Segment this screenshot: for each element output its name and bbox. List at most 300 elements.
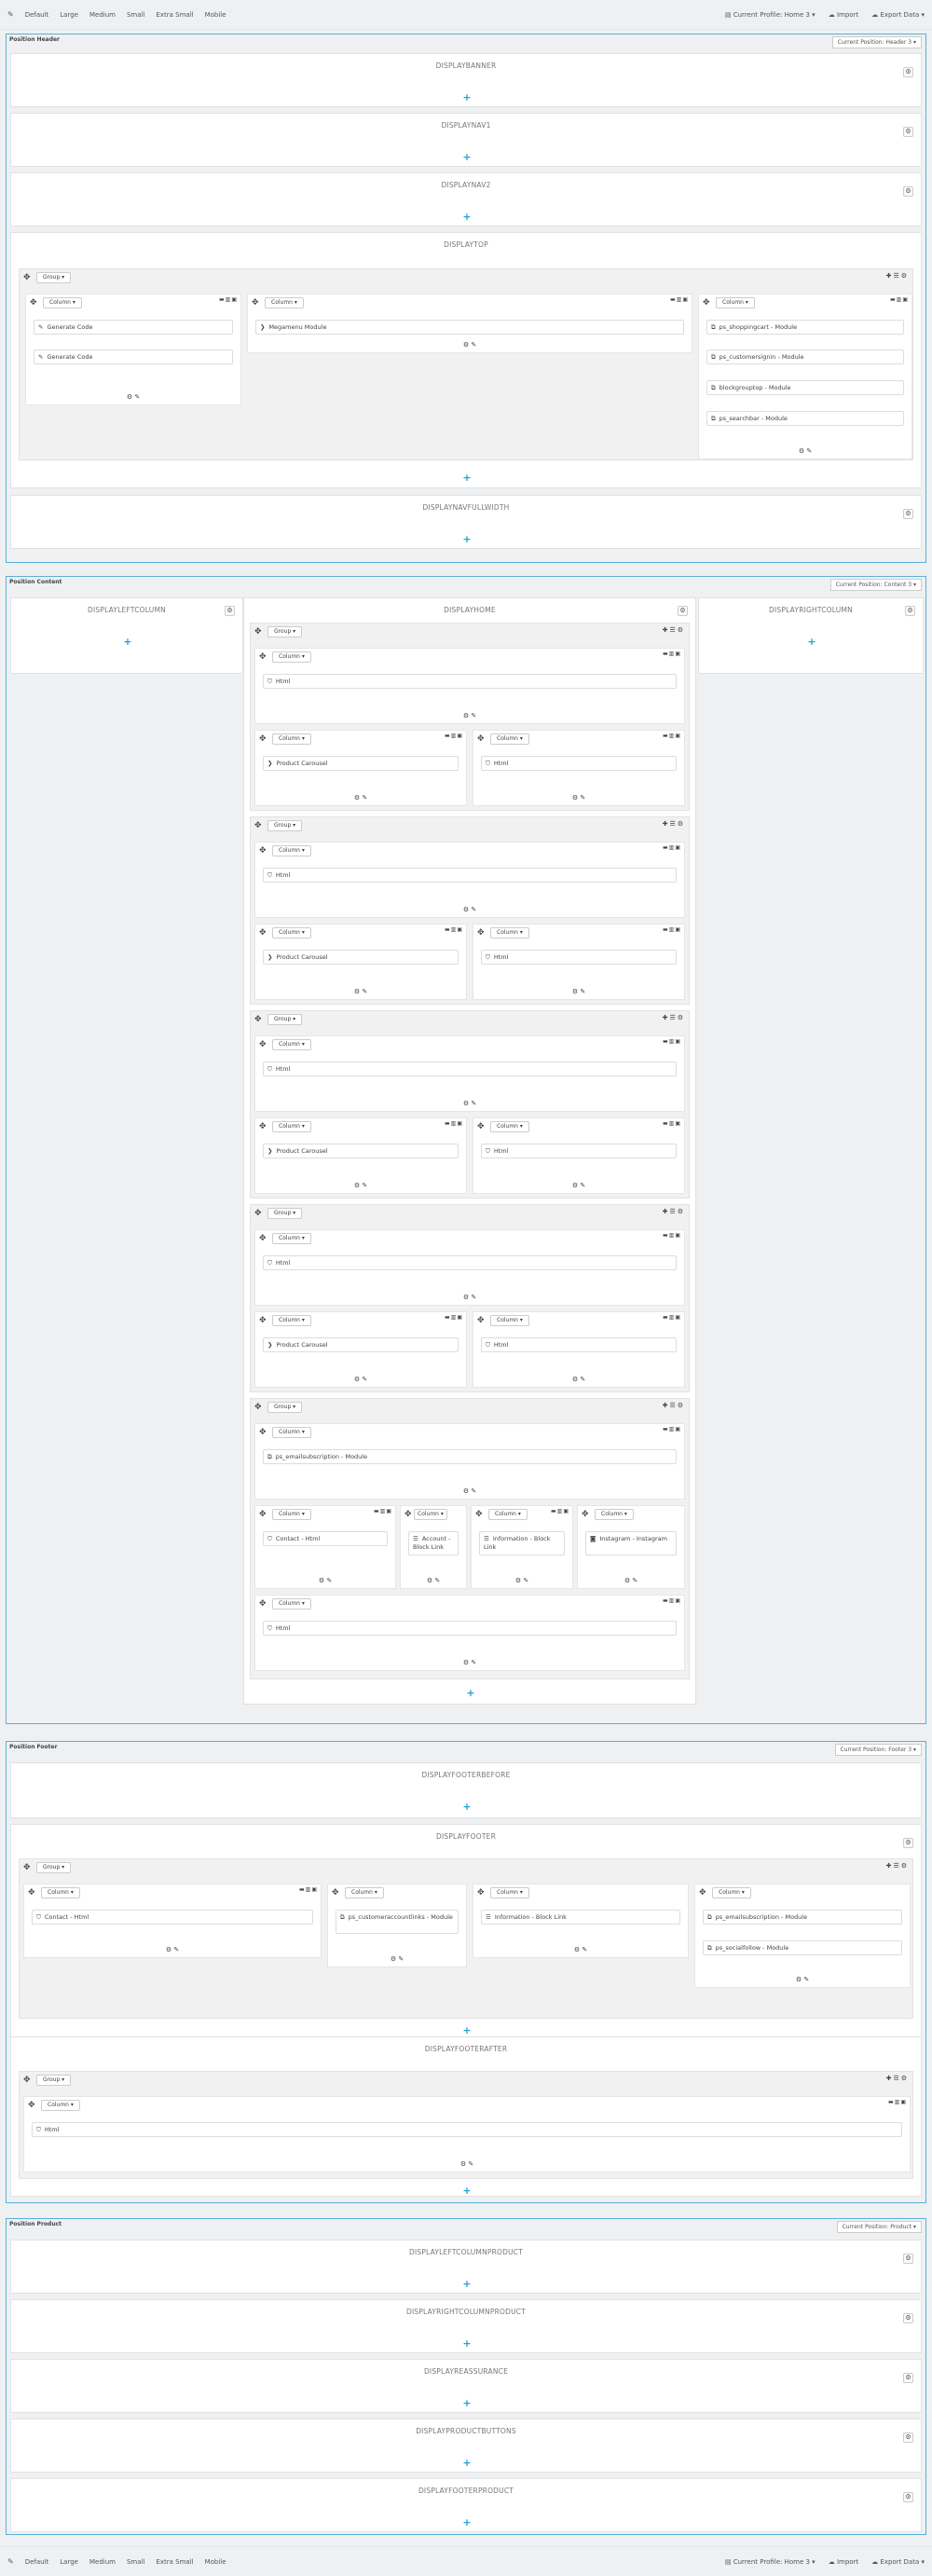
column-button[interactable]: Column ▾ [490,927,529,939]
move-icon[interactable]: ✥ [332,1888,339,1898]
plus-icon[interactable]: + [462,533,472,545]
move-icon[interactable]: ✥ [23,1863,31,1872]
move-icon[interactable]: ✥ [699,1888,706,1898]
column-button[interactable]: Column ▾ [712,1887,751,1898]
import-button[interactable]: ☁ Import [828,10,859,19]
module-html[interactable]: ⛉ Html [481,950,677,965]
move-icon[interactable]: ✥ [259,1122,267,1131]
column-tools[interactable]: ⚙ ✎ [571,1182,586,1189]
plus-icon[interactable]: + [462,211,472,223]
module-icon: ⧉ [707,1913,712,1921]
column-tools[interactable]: ⚙ ✎ [462,906,477,913]
column [698,294,912,459]
html5-icon: ⛉ [267,1259,272,1267]
plus-icon[interactable]: + [462,2397,472,2409]
gear-icon[interactable]: ⚙ [225,606,235,616]
column [254,1595,685,1671]
move-icon[interactable]: ✥ [259,1428,267,1437]
group-actions[interactable]: ✚☰⚙ [662,1014,685,1021]
hook-title: DISPLAYTOP [444,240,488,249]
device-medium[interactable]: Medium [89,10,116,19]
gear-icon[interactable]: ⚙ [903,509,913,519]
group-actions[interactable]: ✚☰⚙ [885,2075,909,2082]
column [473,1311,685,1388]
column-button[interactable]: Column ▾ [490,1121,529,1132]
hook-displaynav1 [10,113,922,167]
list-icon: ☰ [486,1913,491,1921]
hook-displayrightcolumn [698,597,924,674]
column-tools[interactable]: ⚙ ✎ [798,447,813,455]
column-button[interactable]: Column ▾ [272,733,311,745]
module-product-carousel[interactable]: ❯ Product Carousel [263,1337,459,1352]
move-icon[interactable]: ✥ [252,298,259,308]
column-tools[interactable]: ⚙ ✎ [462,1659,477,1666]
profile-dropdown[interactable]: ▤ Current Profile: Home 3 ▾ [724,10,816,19]
column-button[interactable]: Column ▾ [272,927,311,939]
instagram-icon: ◙ [590,1535,596,1542]
module-html[interactable]: ⛉ Html [263,1621,677,1636]
section-title: Position Header [9,36,61,43]
file-icon: ▤ [724,10,733,19]
hook-displayleftcolumnproduct [10,2240,922,2294]
column-tools[interactable]: ⚙ ✎ [318,1577,333,1584]
group-button[interactable]: Group ▾ [36,1862,71,1873]
column-tools[interactable]: ⚙ ✎ [353,1376,368,1383]
column-tools[interactable]: ⚙ ✎ [571,1376,586,1383]
column-button[interactable]: Column ▾ [272,1121,311,1132]
current-position-dropdown[interactable]: Current Position: Content 3 ▾ [830,579,922,591]
plus-icon[interactable]: + [462,472,472,484]
position-content [6,576,926,1724]
device-extra-small[interactable]: Extra Small [156,2557,194,2566]
device-default[interactable]: Default [24,2557,49,2566]
hook-title: DISPLAYRIGHTCOLUMNPRODUCT [405,2308,526,2316]
column-button[interactable]: Column ▾ [716,297,755,308]
module-ps-searchbar[interactable]: ⧉ ps_searchbar - Module [706,411,904,426]
html5-icon: ⛉ [486,1147,490,1155]
move-icon[interactable]: ✥ [28,1888,35,1898]
column-button[interactable]: Column ▾ [595,1509,634,1520]
module-information-block-link[interactable]: ☰ Information - Block Link [481,1910,680,1925]
column-tools[interactable]: ⚙ ✎ [459,2160,474,2168]
module-html[interactable]: ⛉ Html [32,2122,902,2137]
gear-icon[interactable]: ⚙ [903,2254,913,2264]
device-extra-small[interactable]: Extra Small [156,10,194,19]
module-generate-code[interactable]: ✎ Generate Code [34,320,233,335]
group-actions[interactable]: ✚☰⚙ [662,1208,685,1215]
move-icon[interactable]: ✥ [582,1510,589,1519]
group-button[interactable]: Group ▾ [267,1014,302,1025]
move-icon[interactable]: ✥ [259,1510,267,1519]
html5-icon: ⛉ [267,871,272,879]
group-button[interactable]: Group ▾ [267,1402,302,1413]
module-html[interactable]: ⛉ Html [481,756,677,771]
group-actions[interactable]: ✚☰⚙ [885,272,909,280]
hook-title: DISPLAYLEFTCOLUMNPRODUCT [408,2248,524,2256]
column-tools[interactable]: ⚙ ✎ [462,341,477,349]
column-tools[interactable]: ⚙ ✎ [426,1577,441,1584]
move-icon[interactable]: ✥ [254,821,262,830]
top-toolbar [0,0,932,30]
plus-icon[interactable]: + [462,2024,472,2036]
column-actions[interactable]: ▬▥▣ [669,296,689,303]
hook-displayfooterproduct [10,2478,922,2532]
profile-dropdown[interactable]: ▤ Current Profile: Home 3 ▾ [724,2557,816,2566]
module-icon: ⧉ [711,353,716,361]
group [250,1204,690,1392]
column-tools[interactable]: ⚙ ✎ [353,988,368,995]
column-actions[interactable]: ▬▥▣ [662,1120,681,1127]
plus-icon[interactable]: + [462,151,472,163]
group-button[interactable]: Group ▾ [267,820,302,831]
module-account-block-link[interactable]: ☰ Account - Block Link [408,1531,459,1555]
column [247,294,692,353]
column-button[interactable]: Column ▾ [272,1315,311,1326]
column-tools[interactable]: ⚙ ✎ [126,393,141,401]
gear-icon[interactable]: ⚙ [903,127,913,137]
html5-icon: ⛉ [267,1065,272,1073]
move-icon[interactable]: ✥ [254,1015,262,1024]
column [471,1505,573,1589]
gear-icon[interactable]: ⚙ [903,2432,913,2443]
group [250,1398,690,1679]
column-button[interactable]: Column ▾ [272,651,311,663]
hook-displaytop [10,232,922,488]
bottom-toolbar [0,2546,932,2576]
current-position-dropdown[interactable]: Current Position: Header 3 ▾ [832,36,922,48]
plus-icon[interactable]: + [462,2278,472,2290]
column-actions[interactable]: ▬▥▣ [662,1597,681,1604]
group-actions[interactable]: ✚☰⚙ [662,1402,685,1409]
edit-icon: ✎ [38,323,44,331]
current-position-dropdown[interactable]: Current Position: Product ▾ [837,2221,922,2233]
gear-icon[interactable]: ⚙ [905,606,915,616]
column-button[interactable]: Column ▾ [414,1509,447,1520]
module-ps-emailsubscription[interactable]: ⧉ ps_emailsubscription - Module [703,1910,902,1925]
module-html[interactable]: ⛉ Html [263,1255,677,1270]
column-tools[interactable]: ⚙ ✎ [514,1577,529,1584]
module-ps-socialfollow[interactable]: ⧉ ps_socialfollow - Module [703,1940,902,1955]
column [23,1884,322,1958]
gear-icon[interactable]: ⚙ [903,67,913,77]
plus-icon[interactable]: + [462,2457,472,2469]
column-tools[interactable]: ⚙ ✎ [573,1946,588,1953]
column-actions[interactable]: ▬▥▣ [550,1508,569,1514]
group-actions[interactable]: ✚☰⚙ [662,626,685,634]
module-megamenu[interactable]: ❯ Megamenu Module [255,320,684,335]
column-button[interactable]: Column ▾ [490,1315,529,1326]
device-small[interactable]: Small [126,10,145,19]
module-ps-emailsubscription[interactable]: ⧉ ps_emailsubscription - Module [263,1449,677,1464]
hook-title: DISPLAYRIGHTCOLUMN [769,606,853,614]
column [254,730,467,806]
hook-title: DISPLAYNAVFULLWIDTH [422,503,510,512]
module-generate-code[interactable]: ✎ Generate Code [34,349,233,364]
move-icon[interactable]: ✥ [259,1040,267,1049]
move-icon[interactable]: ✥ [23,273,31,282]
column-tools[interactable]: ⚙ ✎ [462,1487,477,1495]
hook-title: DISPLAYPRODUCTBUTTONS [416,2427,516,2435]
export-button[interactable]: ☁ Export Data ▾ [871,10,925,19]
move-icon[interactable]: ✥ [477,734,485,744]
hook-displayfooterbefore [10,1762,922,1818]
column-tools[interactable]: ⚙ ✎ [462,1100,477,1107]
move-icon[interactable]: ✥ [475,1510,483,1519]
column [577,1505,685,1589]
move-icon[interactable]: ✥ [259,652,267,662]
module-icon: ⧉ [711,384,716,391]
cloud-icon: ☁ [828,10,837,19]
hook-title: DISPLAYREASSURANCE [423,2367,509,2376]
hook-title: DISPLAYNAV1 [441,121,491,130]
column-tools[interactable]: ⚙ ✎ [353,794,368,802]
module-ps-shoppingcart[interactable]: ⧉ ps_shoppingcart - Module [706,320,904,335]
column-button[interactable]: Column ▾ [272,1509,311,1520]
column [254,1311,467,1388]
plus-icon[interactable]: + [466,1687,475,1699]
column-actions[interactable]: ▬▥▣ [662,1038,681,1045]
module-product-carousel[interactable]: ❯ Product Carousel [263,756,459,771]
module-icon: ⧉ [707,1944,712,1952]
gear-icon[interactable]: ⚙ [903,2492,913,2502]
chevron-right-icon: ❯ [267,1341,273,1349]
module-icon: ⧉ [711,415,716,422]
move-icon[interactable]: ✥ [254,1403,262,1412]
column-button[interactable]: Column ▾ [265,297,304,308]
column-actions[interactable]: ▬▥▣ [662,844,681,851]
chevron-right-icon: ❯ [260,323,266,331]
column-actions[interactable]: ▬▥▣ [444,1120,463,1127]
column-actions[interactable]: ▬▥▣ [662,733,681,739]
hook-displayproductbuttons [10,2418,922,2473]
hook-displaybanner [10,53,922,107]
module-icon: ⧉ [267,1453,272,1460]
cloud-icon: ☁ [828,2557,837,2566]
move-icon[interactable]: ✥ [254,627,262,637]
hook-title: DISPLAYNAV2 [441,181,491,189]
column-button[interactable]: Column ▾ [490,733,529,745]
device-medium[interactable]: Medium [89,2557,116,2566]
column-button[interactable]: Column ▾ [272,1233,311,1244]
move-icon[interactable]: ✥ [259,1599,267,1609]
module-contact-html[interactable]: ⛉ Contact - Html [32,1910,313,1925]
chevron-right-icon: ❯ [267,1147,273,1155]
hook-title: DISPLAYBANNER [435,62,497,70]
html5-icon: ⛉ [36,2126,41,2133]
hook-title: DISPLAYLEFTCOLUMN [88,606,166,614]
hook-title: DISPLAYFOOTERPRODUCT [418,2487,514,2495]
import-button[interactable]: ☁ Import [828,2557,859,2566]
wrench-icon[interactable]: ✎ [7,2557,14,2566]
column [254,1423,685,1500]
hook-displayreassurance [10,2359,922,2413]
module-instagram[interactable]: ◙ Instagram - Instagram [585,1531,677,1555]
chevron-right-icon: ❯ [267,760,273,767]
group [250,816,690,1005]
html5-icon: ⛉ [267,1535,272,1542]
module-contact-html[interactable]: ⛉ Contact - Html [263,1531,388,1546]
gear-icon[interactable]: ⚙ [903,2313,913,2323]
column [694,1884,911,1988]
move-icon[interactable]: ✥ [259,928,267,938]
html5-icon: ⛉ [267,678,272,685]
plus-icon[interactable]: + [462,91,472,103]
plus-icon[interactable]: + [807,636,816,648]
move-icon[interactable]: ✥ [254,1209,262,1218]
html5-icon: ⛉ [267,1624,272,1632]
group [19,268,913,460]
column [473,1117,685,1194]
column-actions[interactable]: ▬▥▣ [444,1314,463,1321]
gear-icon[interactable]: ⚙ [903,186,913,197]
edit-icon: ✎ [38,353,44,361]
column-actions[interactable]: ▬▥▣ [444,926,463,933]
current-position-dropdown[interactable]: Current Position: Footer 3 ▾ [835,1744,922,1756]
group-button[interactable]: Group ▾ [267,1208,302,1219]
hook-title: DISPLAYFOOTERAFTER [424,2045,508,2053]
column-actions[interactable]: ▬▥▣ [662,1426,681,1432]
module-icon: ⧉ [340,1913,345,1921]
group [250,1010,690,1199]
group-actions[interactable]: ✚☰⚙ [662,820,685,828]
module-ps-customeraccountlinks[interactable]: ⧉ ps_customeraccountlinks - Module [336,1910,459,1934]
column [23,2096,911,2172]
cloud-icon: ☁ [871,10,881,19]
plus-icon[interactable]: + [462,2337,472,2350]
column-tools[interactable]: ⚙ ✎ [462,1294,477,1301]
list-icon: ☰ [413,1535,418,1542]
column [254,648,685,724]
module-html[interactable]: ⛉ Html [481,1144,677,1158]
column-button[interactable]: Column ▾ [272,1598,311,1610]
gear-icon[interactable]: ⚙ [678,606,688,616]
column-button[interactable]: Column ▾ [272,1039,311,1050]
plus-icon[interactable]: + [462,1801,472,1813]
column-actions[interactable]: ▬▥▣ [298,1886,318,1893]
device-mobile[interactable]: Mobile [204,10,226,19]
device-mobile[interactable]: Mobile [204,2557,226,2566]
group-button[interactable]: Group ▾ [267,626,302,637]
device-large[interactable]: Large [60,10,78,19]
column-actions[interactable]: ▬▥▣ [218,296,238,303]
wrench-icon[interactable]: ✎ [7,10,14,19]
plus-icon[interactable]: + [462,2185,472,2197]
gear-icon[interactable]: ⚙ [903,1838,913,1848]
column-actions[interactable]: ▬▥▣ [662,1314,681,1321]
column-tools[interactable]: ⚙ ✎ [353,1182,368,1189]
column-actions[interactable]: ▬▥▣ [887,2099,907,2105]
hook-displayleftcolumn [10,597,243,674]
column-button[interactable]: Column ▾ [272,845,311,856]
plus-icon[interactable]: + [123,636,132,648]
move-icon[interactable]: ✥ [259,1316,267,1325]
column-tools[interactable]: ⚙ ✎ [165,1946,180,1953]
section-title: Position Product [9,2221,62,2227]
hook-title: DISPLAYFOOTERBEFORE [421,1771,511,1779]
column-actions[interactable]: ▬▥▣ [662,926,681,933]
move-icon[interactable]: ✥ [477,1316,485,1325]
column-button[interactable]: Column ▾ [272,1427,311,1438]
column-actions[interactable]: ▬▥▣ [373,1508,392,1514]
module-html[interactable]: ⛉ Html [263,1062,677,1076]
column-tools[interactable]: ⚙ ✎ [624,1577,638,1584]
move-icon[interactable]: ✥ [259,846,267,856]
group [19,2071,913,2179]
move-icon[interactable]: ✥ [703,298,710,308]
move-icon[interactable]: ✥ [259,734,267,744]
move-icon[interactable]: ✥ [404,1510,412,1519]
module-html[interactable]: ⛉ Html [263,868,677,883]
module-blockgrouptop[interactable]: ⧉ blockgrouptop - Module [706,380,904,395]
column [254,924,467,1000]
move-icon[interactable]: ✥ [477,1888,485,1898]
column [25,294,241,405]
column-actions[interactable]: ▬▥▣ [444,733,463,739]
section-title: Position Footer [9,1744,58,1750]
device-large[interactable]: Large [60,2557,78,2566]
column-button[interactable]: Column ▾ [345,1887,384,1898]
device-default[interactable]: Default [24,10,49,19]
column [327,1884,467,1967]
move-icon[interactable]: ✥ [259,1234,267,1243]
gear-icon[interactable]: ⚙ [903,2373,913,2383]
plus-icon[interactable]: + [462,2516,472,2528]
move-icon[interactable]: ✥ [477,1122,485,1131]
column [473,924,685,1000]
column [473,1884,689,1958]
module-ps-customersignin[interactable]: ⧉ ps_customersignin - Module [706,349,904,364]
hook-displaynavfullwidth [10,495,922,549]
move-icon[interactable]: ✥ [23,2076,31,2085]
device-small[interactable]: Small [126,2557,145,2566]
move-icon[interactable]: ✥ [477,928,485,938]
column-tools[interactable]: ⚙ ✎ [571,988,586,995]
module-information-block-link[interactable]: ☰ Information - Block Link [479,1531,565,1555]
column [473,730,685,806]
column [254,1229,685,1306]
column-button[interactable]: Column ▾ [41,2100,80,2111]
module-html[interactable]: ⛉ Html [263,674,677,689]
column-button[interactable]: Column ▾ [490,1887,529,1898]
group-button[interactable]: Group ▾ [36,2075,71,2086]
column-tools[interactable]: ⚙ ✎ [571,794,586,802]
column-tools[interactable]: ⚙ ✎ [795,1976,810,1983]
column-actions[interactable]: ▬▥▣ [662,1232,681,1239]
cloud-icon: ☁ [871,2557,881,2566]
column-actions[interactable]: ▬▥▣ [889,296,909,303]
html5-icon: ⛉ [36,1913,41,1921]
module-html[interactable]: ⛉ Html [481,1337,677,1352]
column-actions[interactable]: ▬▥▣ [662,651,681,657]
html5-icon: ⛉ [486,1341,490,1349]
module-product-carousel[interactable]: ❯ Product Carousel [263,1144,459,1158]
group-actions[interactable]: ✚☰⚙ [885,1862,909,1870]
module-product-carousel[interactable]: ❯ Product Carousel [263,950,459,965]
export-button[interactable]: ☁ Export Data ▾ [871,2557,925,2566]
column-tools[interactable]: ⚙ ✎ [462,712,477,719]
group-button[interactable]: Group ▾ [36,272,71,283]
column-button[interactable]: Column ▾ [43,297,82,308]
column-button[interactable]: Column ▾ [41,1887,80,1898]
move-icon[interactable]: ✥ [28,2101,35,2110]
column [400,1505,467,1589]
position-footer [6,1741,926,2203]
column-button[interactable]: Column ▾ [488,1509,528,1520]
hook-displayfooter [10,1824,922,2042]
move-icon[interactable]: ✥ [30,298,37,308]
column-tools[interactable]: ⚙ ✎ [390,1955,404,1963]
file-icon: ▤ [724,2557,733,2566]
